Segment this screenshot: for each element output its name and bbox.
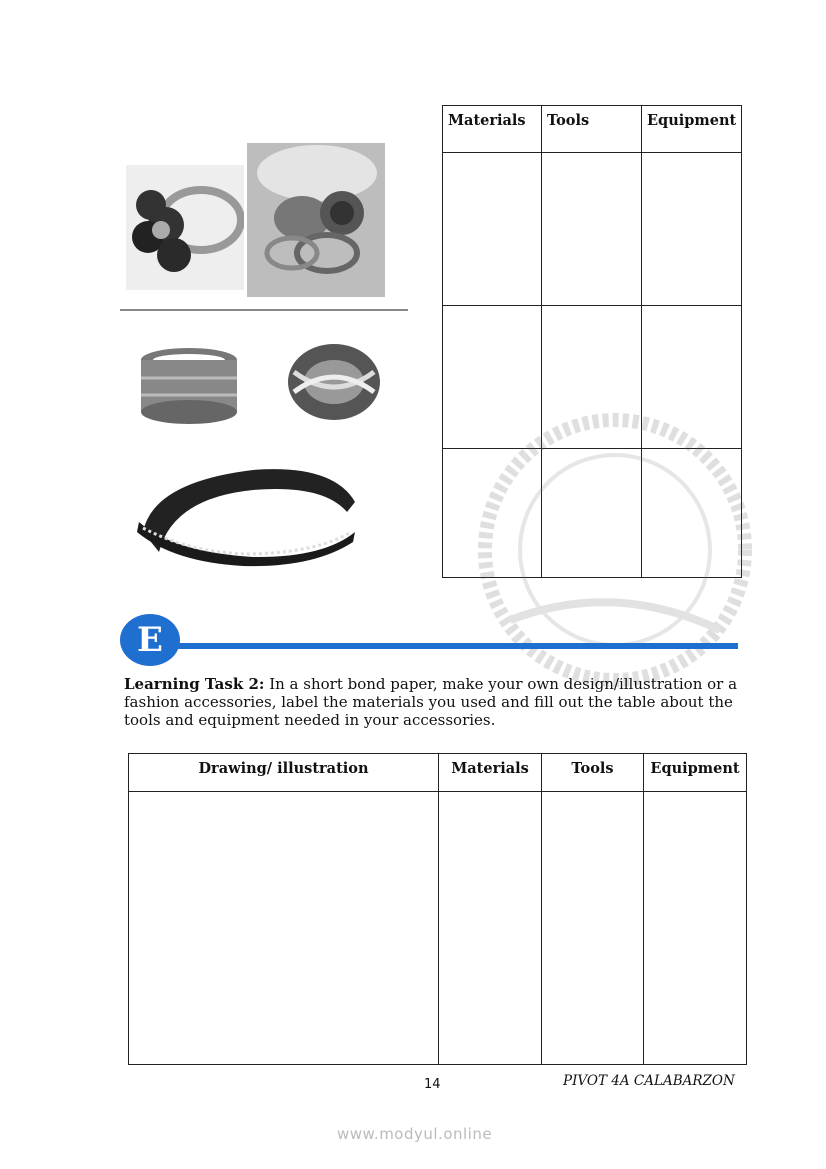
header-tools: Tools — [542, 106, 642, 153]
rhinestone-headband-photo — [133, 462, 359, 570]
braided-bracelet-photo — [136, 340, 242, 428]
section-rule — [178, 643, 738, 649]
table-row — [129, 792, 747, 1065]
page-number: 14 — [424, 1077, 441, 1092]
table-header-row — [443, 106, 742, 153]
task-text: In a short bond paper, make your own design/illustration or a fashion accessories, label the materials you used and fill out the table about the tools and equipment needed in your accessories. — [124, 675, 738, 729]
table-cell[interactable] — [642, 153, 742, 306]
table-cell[interactable] — [439, 792, 542, 1065]
table-header-row — [129, 754, 747, 792]
publisher-footer: PIVOT 4A CALABARZON — [563, 1073, 735, 1089]
header-tools: Tools — [542, 754, 644, 792]
header-materials: Materials — [443, 106, 542, 153]
table-cell[interactable] — [443, 153, 542, 306]
braided-ring-photo — [284, 342, 384, 427]
table-cell[interactable] — [542, 792, 644, 1065]
header-drawing-illustration: Drawing/ illustration — [129, 754, 439, 792]
section-e-badge: E — [120, 614, 180, 666]
header-equipment: Equipment — [644, 754, 747, 792]
stone-rings-photo — [247, 143, 385, 297]
photo-divider — [120, 309, 408, 311]
task-label: Learning Task 2: — [124, 675, 265, 693]
learning-task-2-instructions — [124, 675, 744, 729]
drawing-cell[interactable] — [129, 792, 439, 1065]
header-materials: Materials — [439, 754, 542, 792]
table-row — [443, 153, 742, 306]
design-illustration-table — [128, 753, 747, 1065]
site-watermark: www.modyul.online — [337, 1125, 493, 1143]
table-cell[interactable] — [644, 792, 747, 1065]
flower-ring-photo — [126, 165, 244, 290]
header-equipment: Equipment — [642, 106, 742, 153]
table-cell[interactable] — [542, 153, 642, 306]
